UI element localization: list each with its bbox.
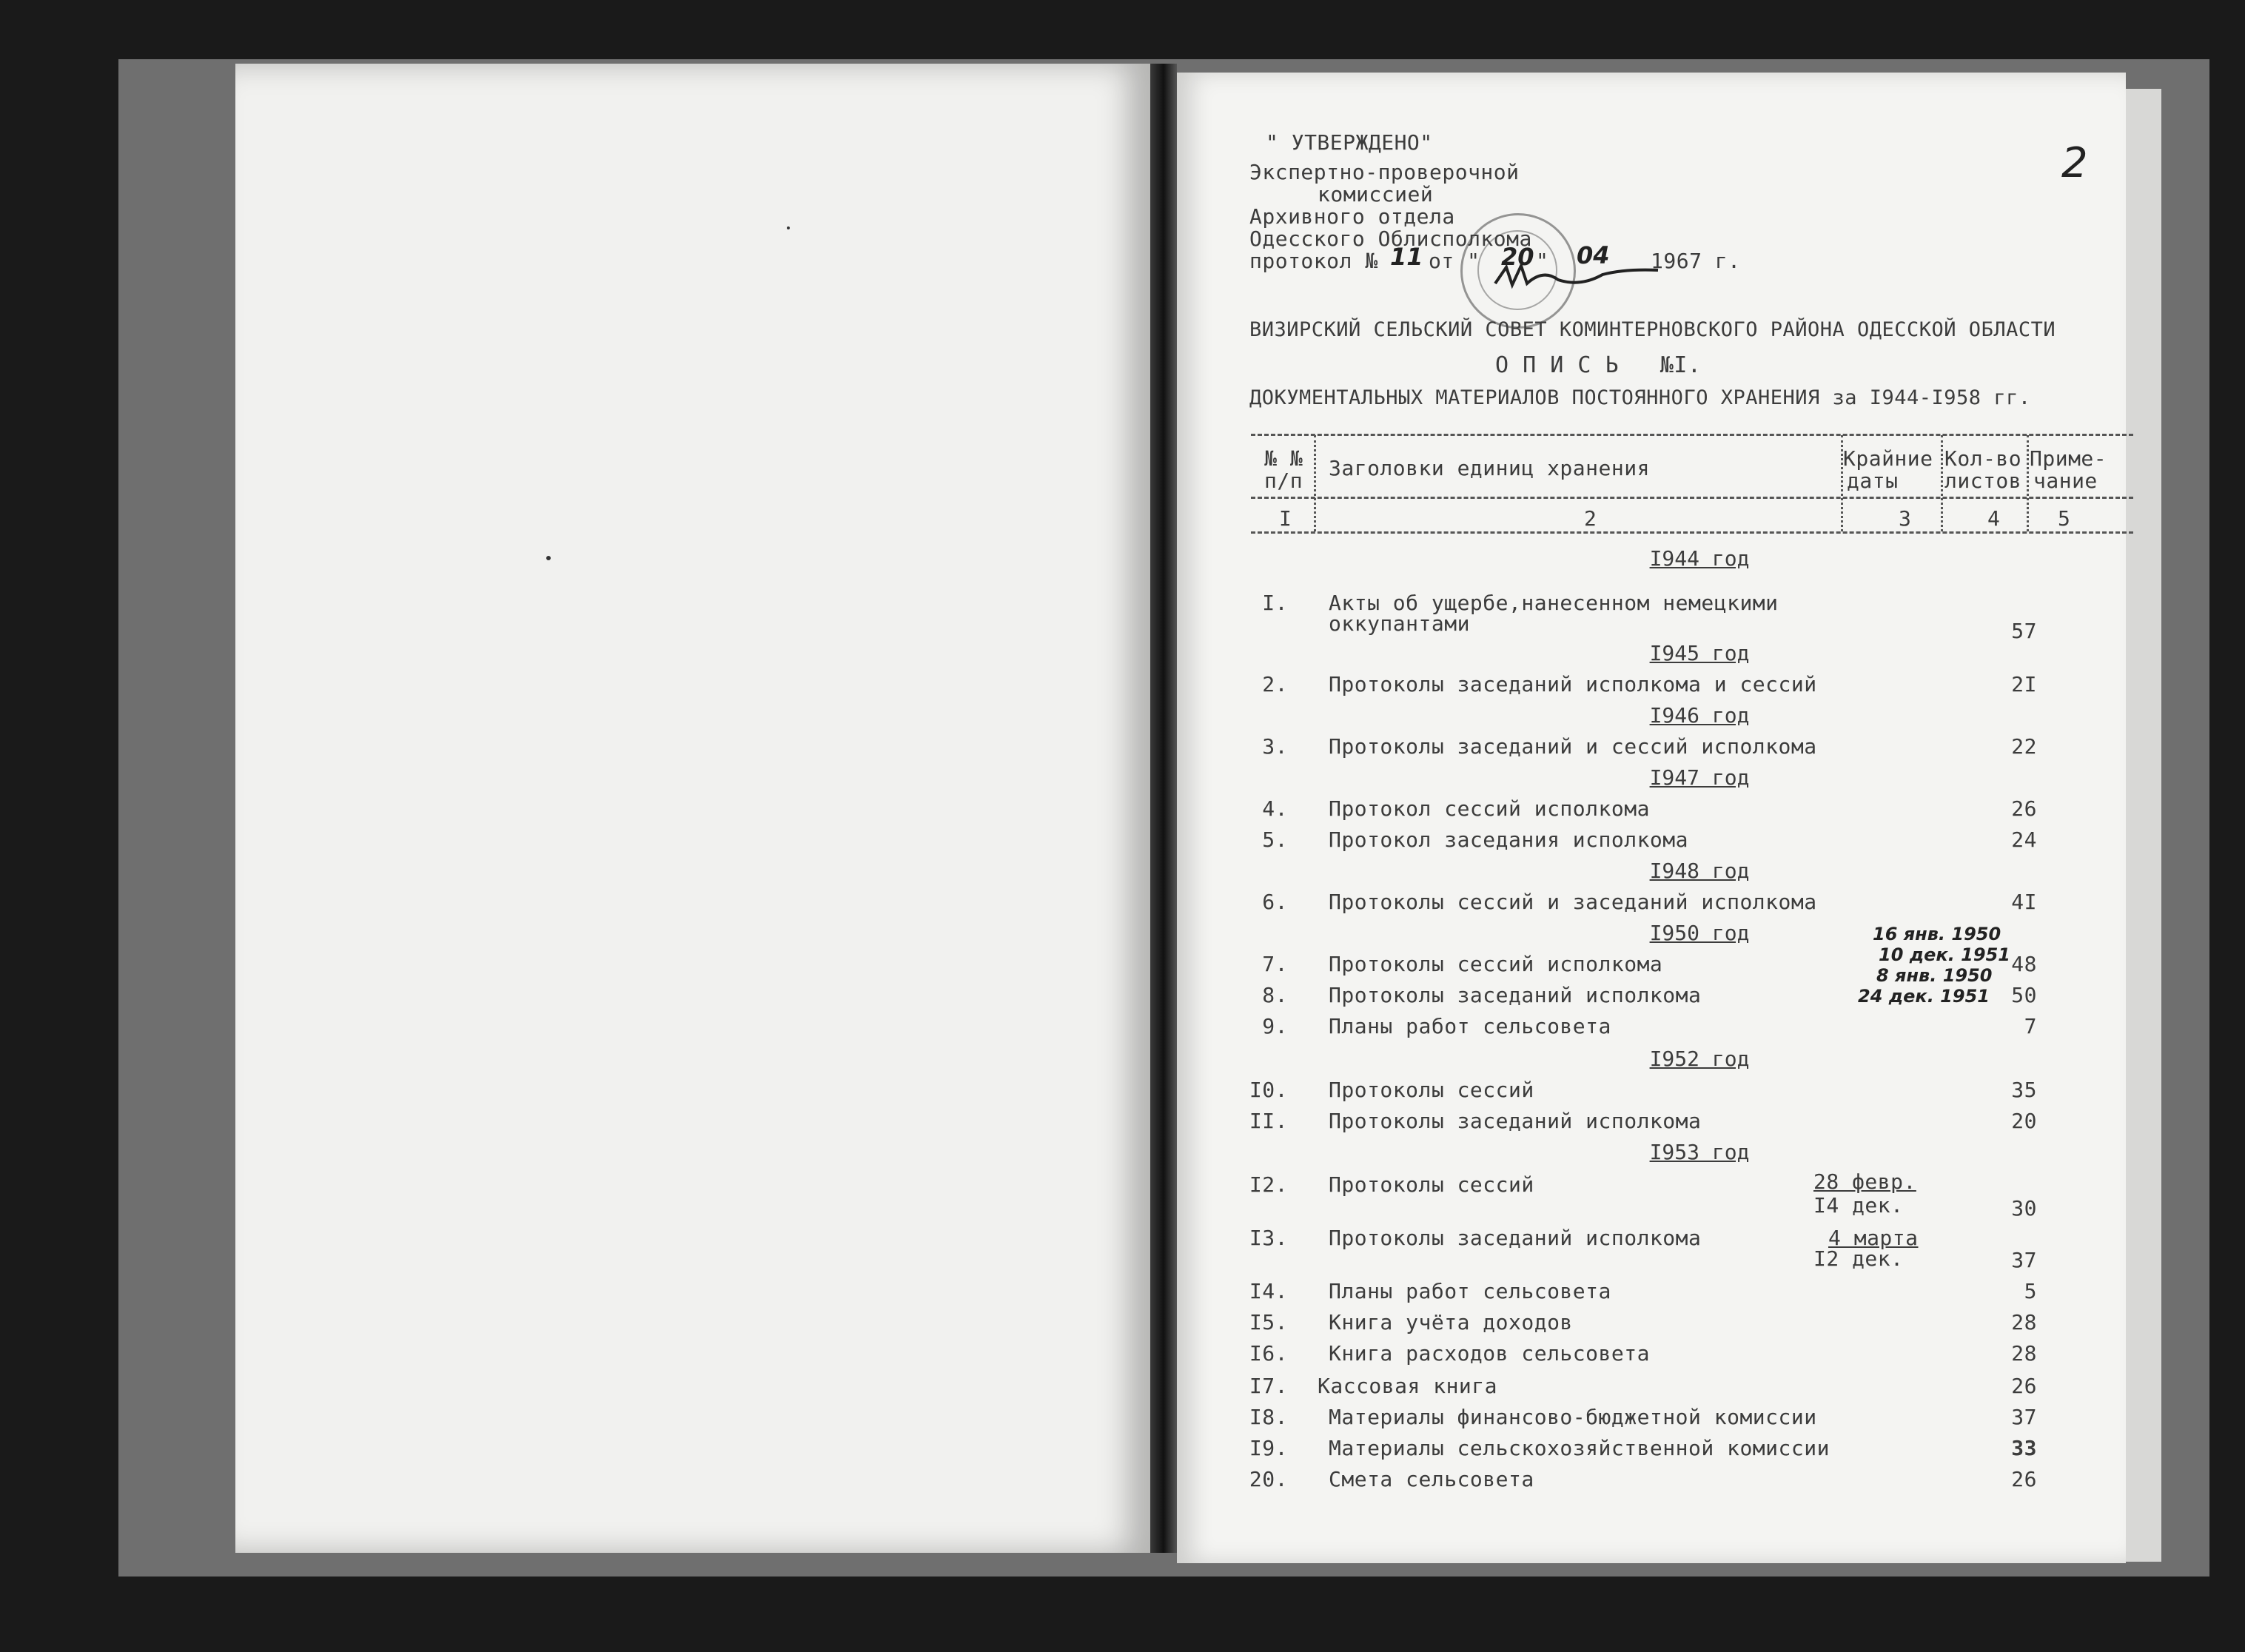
item-number: 2. <box>1262 672 1288 696</box>
item-count: 37 <box>2011 1248 2037 1272</box>
list-item <box>1177 827 2126 857</box>
item-number: I8. <box>1249 1405 1288 1429</box>
list-item <box>1177 1436 2126 1465</box>
list-item <box>1177 1405 2126 1434</box>
handwritten-date: 10 дек. 1951 <box>1879 944 2010 965</box>
item-title: Протокол заседания исполкома <box>1329 827 1689 852</box>
col-index: 4 <box>1987 506 2001 531</box>
list-item <box>1177 1246 2126 1276</box>
approval-line: комиссией <box>1318 182 1434 206</box>
item-count: 2I <box>2011 672 2037 696</box>
item-title: Протоколы заседаний исполкома <box>1329 1109 1702 1133</box>
approval-line: Одесского Облисполкома <box>1249 226 1532 251</box>
list-item <box>1177 611 2126 641</box>
list-item <box>1177 1341 2126 1371</box>
inventory-subtitle: ДОКУМЕНТАЛЬНЫХ МАТЕРИАЛОВ ПОСТОЯННОГО ХРАНЕНИЯ за I944-I958 гг. <box>1249 386 2031 409</box>
item-count: 50 <box>2011 983 2037 1007</box>
protocol-label: протокол № <box>1249 249 1378 273</box>
item-count: 22 <box>2011 734 2037 759</box>
date-month-handwritten: 04 <box>1577 241 1610 269</box>
col-title-header: Заголовки единиц хранения <box>1329 456 1650 480</box>
col-count-header: Кол-во <box>1944 446 2022 471</box>
item-title: Протокол сессий исполкома <box>1329 796 1650 821</box>
item-count: 48 <box>2011 952 2037 976</box>
item-title: Акты об ущербе,нанесенном немецкими <box>1329 591 1779 615</box>
year-heading: I945 год <box>1649 641 1750 665</box>
column-divider <box>1941 435 1943 531</box>
item-title: Протоколы сессий и заседаний исполкома <box>1329 890 1817 914</box>
col-index: 3 <box>1899 506 1912 531</box>
item-count: 24 <box>2011 827 2037 852</box>
approval-year: 1967 г. <box>1651 249 1741 273</box>
list-item <box>1177 1193 2126 1223</box>
item-number: I0. <box>1249 1078 1288 1102</box>
item-count: 28 <box>2011 1341 2037 1366</box>
list-item <box>1177 672 2126 702</box>
page-number-handwritten: 2 <box>2061 139 2088 187</box>
item-number: 7. <box>1262 952 1288 976</box>
item-count: 26 <box>2011 1467 2037 1491</box>
list-item <box>1177 1078 2126 1107</box>
year-heading: I950 год <box>1649 921 1750 945</box>
item-title: Кассовая книга <box>1318 1374 1498 1398</box>
organization-title: ВИЗИРСКИЙ СЕЛЬСКИЙ СОВЕТ КОМИНТЕРНОВСКОГО РАЙОНА ОДЕССКОЙ ОБЛАСТИ <box>1249 318 2056 341</box>
item-title: Смета сельсовета <box>1329 1467 1534 1491</box>
handwritten-date: 24 дек. 1951 <box>1858 986 1990 1007</box>
item-date-end: I2 дек. <box>1813 1246 1904 1271</box>
item-title: Материалы сельскохозяйственной комиссии <box>1329 1436 1830 1460</box>
column-divider <box>1314 435 1316 531</box>
col-note-header: чание <box>2033 469 2098 493</box>
item-count: 30 <box>2011 1196 2037 1220</box>
list-item <box>1177 890 2126 919</box>
col-num-header: п/п <box>1264 469 1303 493</box>
list-item <box>1177 1467 2126 1497</box>
item-title: Протоколы сессий <box>1329 1078 1534 1102</box>
item-number: I5. <box>1249 1310 1288 1334</box>
date-quote: " <box>1536 249 1549 273</box>
col-num-header: № № <box>1264 446 1303 471</box>
approval-line: Экспертно-проверочной <box>1249 160 1520 184</box>
item-date-start: 28 февр. <box>1813 1169 1916 1194</box>
approval-line: Архивного отдела <box>1249 204 1455 229</box>
list-item <box>1177 1014 2126 1044</box>
item-date-end: I4 дек. <box>1813 1193 1904 1218</box>
book-spine <box>1150 64 1177 1553</box>
list-item <box>1177 1374 2126 1403</box>
year-heading: I952 год <box>1649 1047 1750 1071</box>
col-count-header: листов <box>1944 469 2022 493</box>
list-item <box>1177 1310 2126 1340</box>
item-title: Протоколы заседаний исполкома <box>1329 983 1702 1007</box>
item-count: 35 <box>2011 1078 2037 1102</box>
speck <box>546 556 551 560</box>
item-number: 4. <box>1262 796 1288 821</box>
item-number: II. <box>1249 1109 1288 1133</box>
item-number: 6. <box>1262 890 1288 914</box>
item-count: 5 <box>2024 1279 2037 1303</box>
item-title: Протоколы сессий <box>1329 1172 1534 1197</box>
item-count: 37 <box>2011 1405 2037 1429</box>
table-rule <box>1251 434 2133 436</box>
handwritten-date: 16 янв. 1950 <box>1873 924 2001 944</box>
item-number: I6. <box>1249 1341 1288 1366</box>
handwritten-date: 8 янв. 1950 <box>1876 965 1993 986</box>
item-count: 7 <box>2024 1014 2037 1038</box>
item-number: 9. <box>1262 1014 1288 1038</box>
item-number: 8. <box>1262 983 1288 1007</box>
item-title: Планы работ сельсовета <box>1329 1014 1611 1038</box>
item-count: 4I <box>2011 890 2037 914</box>
item-count: 33 <box>2011 1436 2037 1460</box>
inventory-title: О П И С Ь №I. <box>1495 352 1702 378</box>
item-number: 3. <box>1262 734 1288 759</box>
item-count: 26 <box>2011 796 2037 821</box>
year-heading: I948 год <box>1649 859 1750 883</box>
item-title: Книга расходов сельсовета <box>1329 1341 1650 1366</box>
col-index: 5 <box>2058 506 2071 531</box>
item-title: Планы работ сельсовета <box>1329 1279 1611 1303</box>
column-divider <box>2027 435 2029 531</box>
year-heading: I953 год <box>1649 1140 1750 1164</box>
list-item <box>1177 734 2126 764</box>
item-title: Протоколы заседаний и сессий исполкома <box>1329 734 1817 759</box>
item-number: I3. <box>1249 1226 1288 1250</box>
speck <box>787 226 790 229</box>
column-divider <box>1841 435 1843 531</box>
table-rule <box>1251 531 2133 534</box>
protocol-number-handwritten: 11 <box>1390 243 1423 271</box>
col-note-header: Приме- <box>2030 446 2107 471</box>
col-index: I <box>1279 506 1292 531</box>
item-title: Протоколы заседаний исполкома и сессий <box>1329 672 1817 696</box>
item-title: оккупантами <box>1329 611 1470 636</box>
year-heading: I947 год <box>1649 765 1750 790</box>
date-day-handwritten: 20 <box>1501 243 1534 271</box>
item-number: I7. <box>1249 1374 1288 1398</box>
list-item <box>1177 1279 2126 1309</box>
list-item <box>1177 796 2126 826</box>
col-dates-header: даты <box>1847 469 1899 493</box>
item-number: I. <box>1262 591 1288 615</box>
item-title: Протоколы сессий исполкома <box>1329 952 1663 976</box>
col-index: 2 <box>1584 506 1597 531</box>
item-number: 20. <box>1249 1467 1288 1491</box>
item-date-start: 4 марта <box>1828 1226 1919 1250</box>
col-dates-header: Крайние <box>1843 446 1933 471</box>
item-count: 28 <box>2011 1310 2037 1334</box>
item-title: Материалы финансово-бюджетной комиссии <box>1329 1405 1817 1429</box>
item-number: 5. <box>1262 827 1288 852</box>
signature <box>1491 261 1662 291</box>
protocol-from: от " <box>1429 249 1480 273</box>
item-number: I4. <box>1249 1279 1288 1303</box>
list-item <box>1177 1109 2126 1138</box>
item-count: 26 <box>2011 1374 2037 1398</box>
item-number: I9. <box>1249 1436 1288 1460</box>
item-title: Книга учёта доходов <box>1329 1310 1573 1334</box>
year-heading: I944 год <box>1649 546 1750 571</box>
item-count: 57 <box>2011 619 2037 643</box>
item-number: I2. <box>1249 1172 1288 1197</box>
table-rule <box>1251 497 2133 499</box>
approval-title: " УТВЕРЖДЕНО" <box>1266 130 1433 155</box>
left-blank-page <box>235 64 1150 1553</box>
year-heading: I946 год <box>1649 703 1750 728</box>
item-title: Протоколы заседаний исполкома <box>1329 1226 1702 1250</box>
inventory-page <box>1177 73 2126 1563</box>
item-count: 20 <box>2011 1109 2037 1133</box>
